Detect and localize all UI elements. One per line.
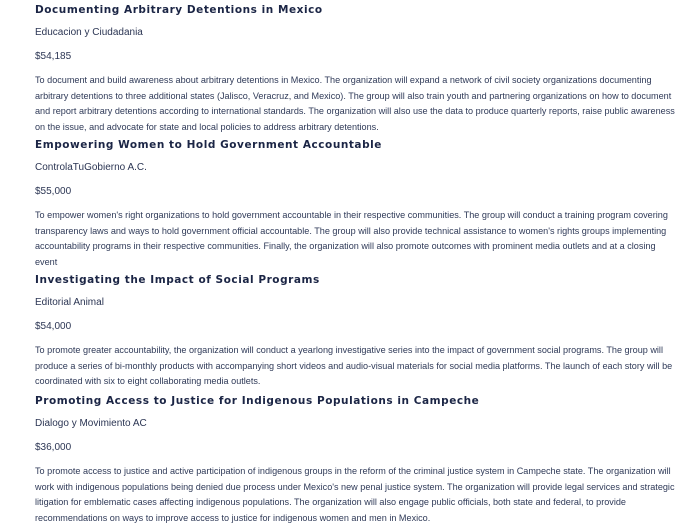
grant-title: Investigating the Impact of Social Programs (35, 274, 320, 286)
grant-organization: Editorial Animal (35, 297, 104, 308)
grant-description: To document and build awareness about arbitrary detentions in Mexico. The organization will expand a network of civil society organizations documenting arbitrary detentions to three additional states (Jalisco, Veracruz, and Mexico). The group will also train youth and partnering organizations on how to document and report arbitrary detentions according to international standards. The organization will also use the data to produce quarterly reports, raise public awareness on the issue, and advocate for state and local policies to address arbitrary detentions. (35, 75, 675, 132)
grant-organization: Educacion y Ciudadania (35, 27, 143, 38)
grant-amount: $54,185 (35, 51, 72, 62)
grant-amount: $54,000 (35, 321, 72, 332)
grant-entry (35, 138, 675, 270)
grant-description: To empower women's right organizations to hold government accountable in their respective communities. The group will conduct a training program covering transparency laws and ways to hold government official accountable. The group will also provide technical assistance to women's rights groups implementing accountability programs in their respective communities. Finally, the organization will also promote outcomes with prominent media outlets and at a closing event (35, 210, 668, 267)
grant-entry (35, 3, 675, 135)
grant-entry (35, 394, 675, 526)
grant-title: Promoting Access to Justice for Indigenous Populations in Campeche (35, 395, 480, 407)
grant-description: To promote greater accountability, the organization will conduct a yearlong investigative series into the impact of government social programs. The group will produce a series of bi-monthly products with accompanying short videos and audio-visual materials for social media platforms. The launch of each story will be coordinated with six to eight collaborating media outlets. (35, 345, 673, 387)
grant-title: Documenting Arbitrary Detentions in Mexico (35, 4, 323, 16)
grant-title: Empowering Women to Hold Government Accountable (35, 139, 382, 151)
grant-organization: Dialogo y Movimiento AC (35, 418, 147, 429)
grant-amount: $36,000 (35, 442, 72, 453)
grant-description: To promote access to justice and active participation of indigenous groups in the reform of the criminal justice system in Campeche state. The organization will work with indigenous populations being denied due process under Mexico's new penal justice system. The organization will provide legal services and strategic litigation for emblematic cases affecting indigenous populations. The organization will also engage public officials, both state and federal, to provide recommendations on ways to improve access to justice for indigenous women and men in Mexico. (35, 466, 675, 523)
grant-entry (35, 273, 675, 390)
grant-organization: ControlaTuGobierno A.C. (35, 162, 147, 173)
grant-amount: $55,000 (35, 186, 72, 197)
